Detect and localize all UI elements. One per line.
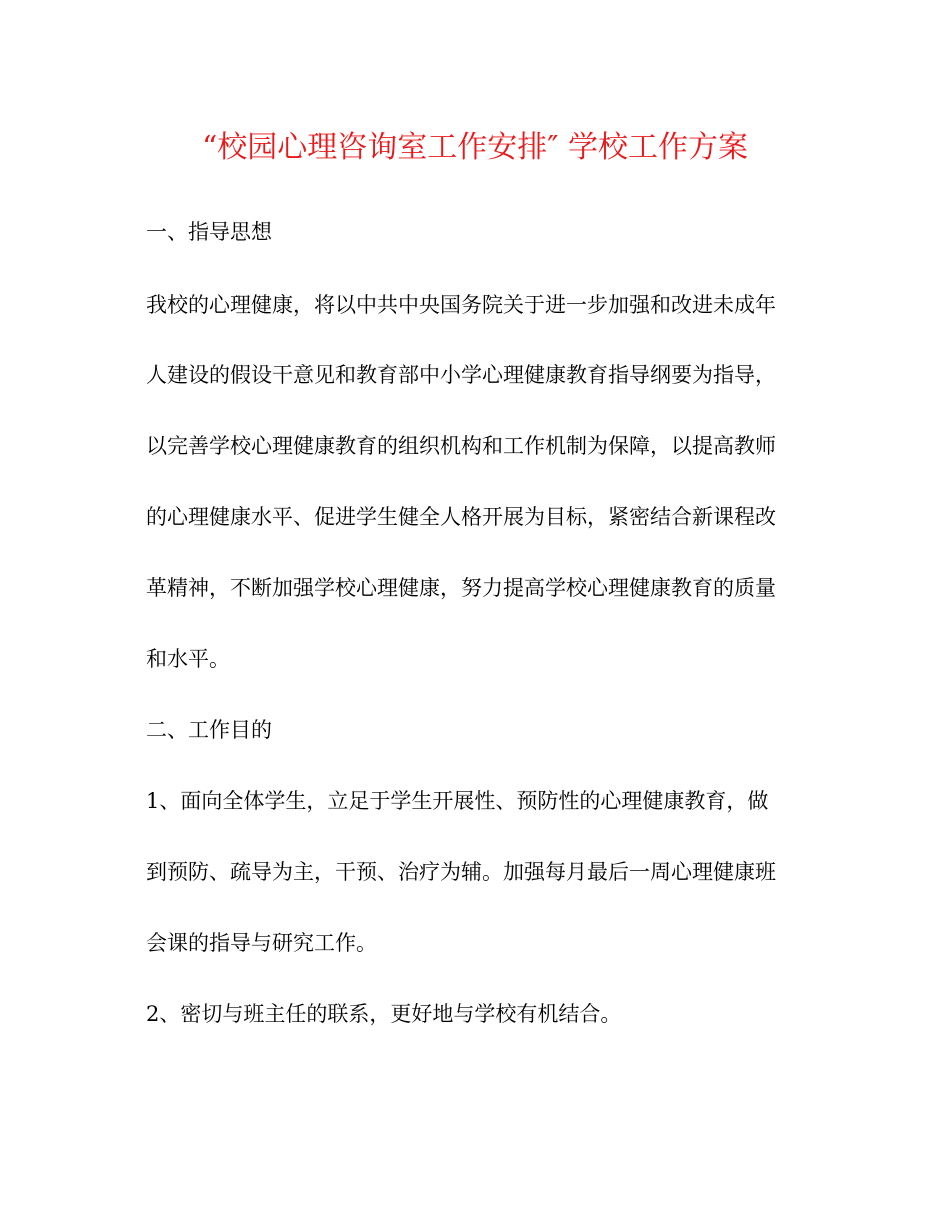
section-heading-work-objectives: 二、工作目的 — [146, 718, 272, 742]
paragraph-line: 到预防、疏导为主，干预、治疗为辅。加强每月最后一周心理健康班 — [146, 860, 776, 884]
paragraph-line: 2、密切与班主任的联系，更好地与学校有机结合。 — [146, 1002, 622, 1026]
section-heading-guiding-ideology: 一、指导思想 — [146, 220, 272, 244]
paragraph-line: 人建设的假设干意见和教育部中小学心理健康教育指导纲要为指导， — [146, 363, 776, 387]
paragraph-line: 1、面向全体学生，立足于学生开展性、预防性的心理健康教育，做 — [146, 789, 769, 813]
paragraph-line: 以完善学校心理健康教育的组织机构和工作机制为保障，以提高教师 — [146, 434, 776, 458]
paragraph-line: 我校的心理健康，将以中共中央国务院关于进一步加强和改进未成年 — [146, 293, 776, 317]
document-title: “校园心理咨询室工作安排″ 学校工作方案 — [201, 130, 749, 165]
paragraph-line: 革精神，不断加强学校心理健康，努力提高学校心理健康教育的质量 — [146, 576, 776, 600]
paragraph-line: 会课的指导与研究工作。 — [146, 931, 377, 955]
paragraph-line: 和水平。 — [146, 647, 230, 671]
paragraph-line: 的心理健康水平、促进学生健全人格开展为目标，紧密结合新课程改 — [146, 505, 776, 529]
